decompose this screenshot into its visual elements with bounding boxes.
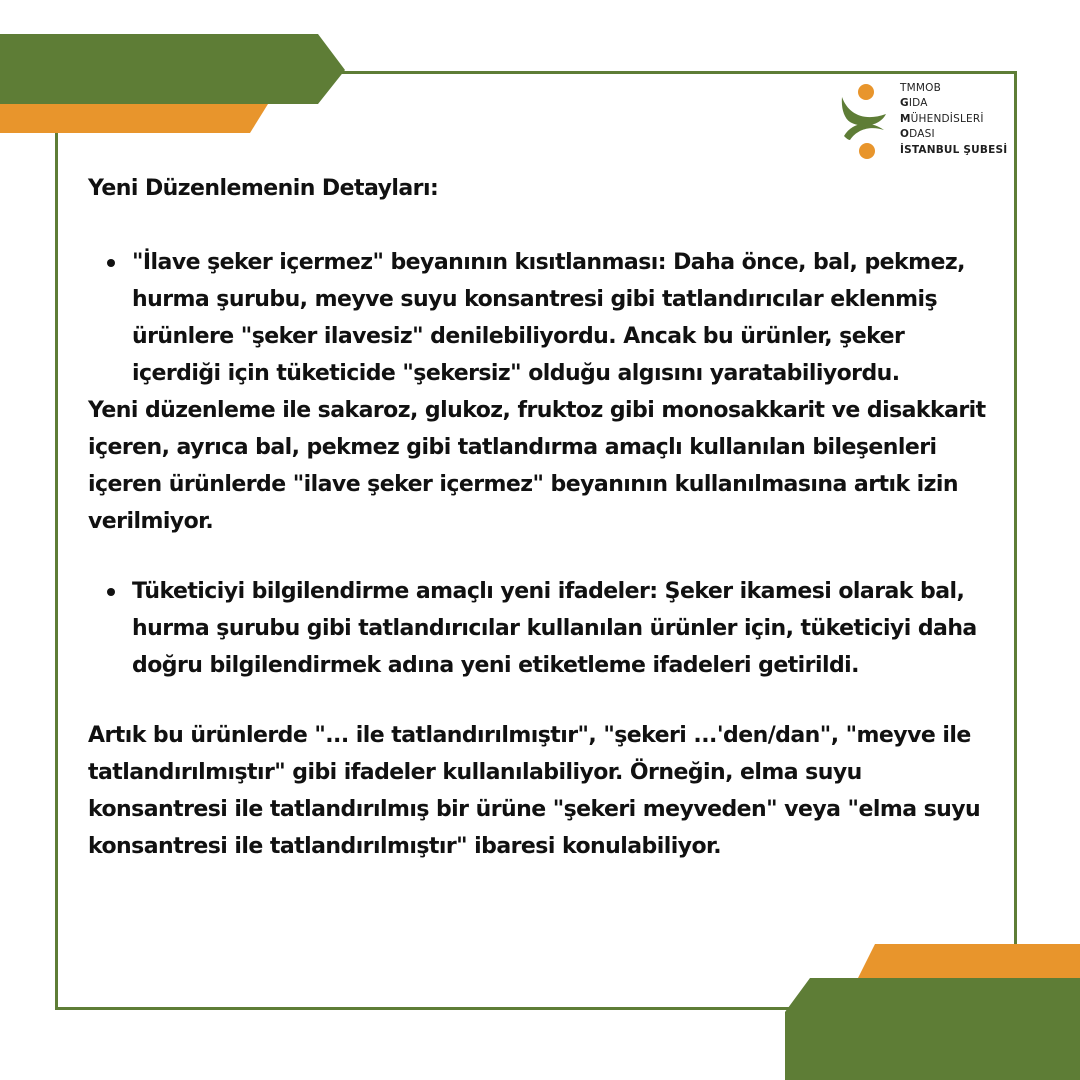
bottom-right-orange-band [858,944,1080,978]
tmmob-logo [838,78,1018,164]
list-item [88,244,993,392]
paragraph-1: Yeni düzenleme ile sakaroz, glukoz, fruktoz gibi monosakkarit ve disakkarit içeren, ayrıca bal, pekmez gibi tatlandırma amaçlı kullanılan bileşenleri içeren ürünlerde "ilave şeker içermez" beyanının kullanılmasına artık izin verilmiyor. [88,398,986,534]
logo-line-1: TMMOB [900,82,942,94]
top-left-ribbon [0,30,350,136]
bullet-text-1: "İlave şeker içermez" beyanının kısıtlanması: Daha önce, bal, pekmez, hurma şurubu, meyve suyu konsantresi gibi tatlandırıcılar eklenmiş ürünlere "şeker ilavesiz" denilebiliyordu. Ancak bu ürünler, şeker içerdiği için tüketicide "şekersiz" olduğu algısını yaratabiliyordu. [132,250,965,386]
logo-line-2: GIDA [900,97,928,110]
logo-line-5: İSTANBUL ŞUBESİ [900,143,1008,156]
logo-top-dot [858,84,874,100]
top-left-orange-band [0,104,268,133]
list-item [88,573,993,684]
section-heading: Yeni Düzenlemenin Detayları: [88,176,439,201]
logo-bottom-dot [859,143,875,159]
logo-line-4: ODASI [900,128,935,141]
logo-text [900,81,1007,158]
bullet-list-2 [88,573,993,684]
logo-upper-arc [842,97,886,126]
bullet-text-2: Tüketiciyi bilgilendirme amaçlı yeni ifadeler: Şeker ikamesi olarak bal, hurma şurubu gibi tatlandırıcılar kullanılan ürünler için, tüketiciyi daha doğru bilgilendirmek adına yeni etiketleme ifadeleri getirildi. [132,579,977,678]
bullet-icon [107,259,115,267]
logo-mark [838,78,898,164]
bottom-right-ribbon [780,940,1080,1080]
logo-lower-arc [844,124,884,140]
top-left-green-band [0,34,345,104]
paragraph-2: Artık bu ürünlerde "... ile tatlandırılmıştır", "şekeri ...'den/dan", "meyve ile tatlandırılmıştır" gibi ifadeler kullanılabiliyor. Örneğin, elma suyu konsantresi ile tatlandırılmış bir ürüne "şekeri meyveden" veya "elma suyu konsantresi ile tatlandırılmıştır" ibaresi konulabiliyor. [88,723,981,859]
main-content [88,170,993,865]
bullet-icon [107,588,115,596]
bullet-list-1 [88,244,993,392]
logo-line-3: MÜHENDİSLERİ [900,112,984,125]
bottom-right-green-band [785,978,1080,1080]
